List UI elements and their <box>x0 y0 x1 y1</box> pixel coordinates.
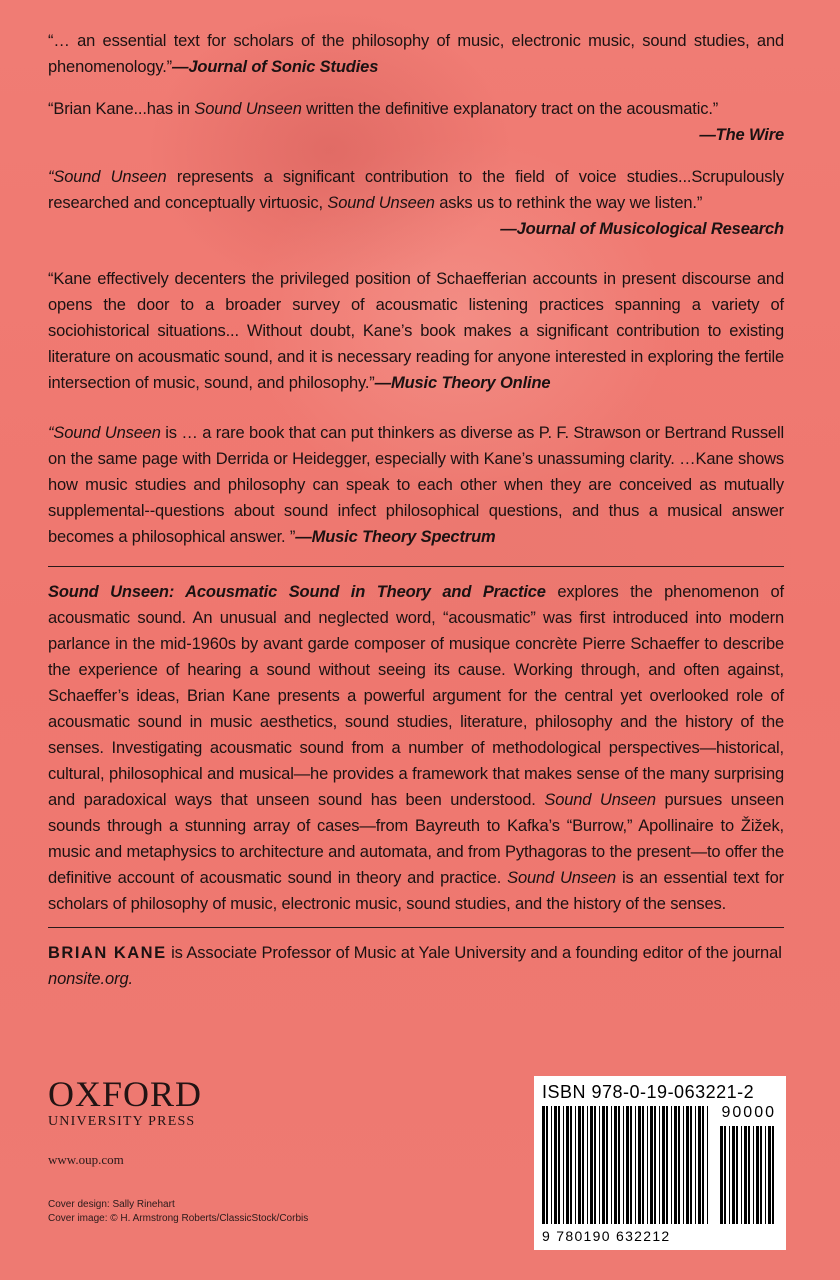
quote-1-source: —Journal of Sonic Studies <box>172 58 379 76</box>
book-title: Sound Unseen: Acousmatic Sound in Theory and Practice <box>48 583 546 601</box>
price-code: 90000 <box>721 1104 776 1121</box>
quote-2-source: —The Wire <box>699 126 784 144</box>
publisher-url-link[interactable]: www.oup.com <box>48 1152 124 1167</box>
ean-barcode-icon <box>542 1106 712 1224</box>
quote-3-post: asks us to rethink the way we listen.” <box>434 194 703 212</box>
author-name: BRIAN KANE <box>48 944 167 962</box>
quote-2 <box>48 96 784 148</box>
author-bio <box>48 940 784 992</box>
author-bio-text: is Associate Professor of Music at Yale University and a founding editor of the journal <box>166 944 782 962</box>
quote-1-text: “… an essential text for scholars of the philosophy of music, electronic music, sound studies, and phenomenology.” <box>48 32 784 76</box>
quote-3 <box>48 164 784 242</box>
back-cover-text <box>48 28 784 992</box>
quote-3-mid: represents a significant contribution to the field of voice studies...Scrupulously researched and conceptually virtuosic, <box>48 168 784 212</box>
description-part-3: is an essential text for scholars of philosophy of music, electronic music, sound studies, and the history of the senses. <box>48 869 784 913</box>
quote-2-post: written the definitive explanatory tract on the acousmatic.” <box>301 100 719 118</box>
quote-1 <box>48 28 784 80</box>
cover-credits <box>48 1198 308 1226</box>
quote-4-source: —Music Theory Online <box>374 374 551 392</box>
quote-5 <box>48 420 784 550</box>
description-part-2: pursues unseen sounds through a stunning array of cases—from Bayreuth to Kafka’s “Burrow,” Apollinaire to Žižek, music and metaphysics to architecture and automata, and from Pythagoras to the present—to offer the definitive account of acousmatic sound in theory and practice. <box>48 791 784 887</box>
isbn-number: ISBN 978-0-19-063221-2 <box>542 1082 755 1102</box>
cover-image-credit: Cover image: © H. Armstrong Roberts/ClassicStock/Corbis <box>48 1213 309 1224</box>
quote-3-source: —Journal of Musicological Research <box>500 220 784 238</box>
divider-bottom <box>48 927 784 928</box>
quote-4 <box>48 266 784 396</box>
publisher-subtitle: UNIVERSITY PRESS <box>48 1114 196 1129</box>
quote-3-italic-2: Sound Unseen <box>327 194 435 212</box>
author-site-link[interactable]: nonsite.org. <box>48 970 134 988</box>
quote-4-text: “Kane effectively decenters the privileged position of Schaefferian accounts in present discourse and opens the door to a broader survey of acousmatic listening practices spanning a variety of sociohistorical situations... Without doubt, Kane’s book makes a significant contribution to existing literature on acousmatic sound, and it is necessary reading for anyone interested in exploring the fertile intersection of music, sound, and philosophy.” <box>48 270 784 392</box>
description-part-1: explores the phenomenon of acousmatic sound. An unusual and neglected word, “acousmatic” was first introduced into modern parlance in the mid-1960s by avant garde composer of musique concrète Pierre Schaeffer to describe the experience of hearing a sound without seeing its cause. Working through, and often against, Schaeffer’s ideas, Brian Kane presents a powerful argument for the central yet overlooked role of acousmatic sound in music aesthetics, sound studies, literature, philosophy and the history of the senses. Investigating acousmatic sound from a number of methodological perspectives—historical, cultural, philosophical and musical—he provides a framework that makes sense of the many surprising and paradoxical ways that unseen sound has been understood. <box>48 583 784 809</box>
cover-design-credit: Cover design: Sally Rinehart <box>48 1199 175 1210</box>
quote-5-post: is … a rare book that can put thinkers as diverse as P. F. Strawson or Bertrand Russell on the same page with Derrida or Heidegger, especially with Kane’s unassuming clarity. …Kane shows how music studies and philosophy can speak to each other when they are conceived as mutually supplemental--questions about sound infect philosophical questions, and thus a musical answer becomes a philosophical answer. ” <box>48 424 784 546</box>
isbn-barcode <box>534 1076 786 1250</box>
book-description <box>48 579 784 917</box>
description-italic-2: Sound Unseen <box>507 869 616 887</box>
barcode-digits: 9 780190 632212 <box>542 1228 671 1244</box>
quote-5-italic: “Sound Unseen <box>48 424 161 442</box>
divider-top <box>48 566 784 567</box>
quote-2-pre: “Brian Kane...has in <box>48 100 195 118</box>
addon-barcode-icon <box>720 1126 776 1224</box>
quote-5-source: —Music Theory Spectrum <box>295 528 496 546</box>
publisher-name: OXFORD <box>48 1074 203 1114</box>
quote-3-italic-1: “Sound Unseen <box>48 168 167 186</box>
publisher-logo <box>48 1076 288 1130</box>
quote-2-italic: Sound Unseen <box>194 100 302 118</box>
description-italic-1: Sound Unseen <box>544 791 656 809</box>
